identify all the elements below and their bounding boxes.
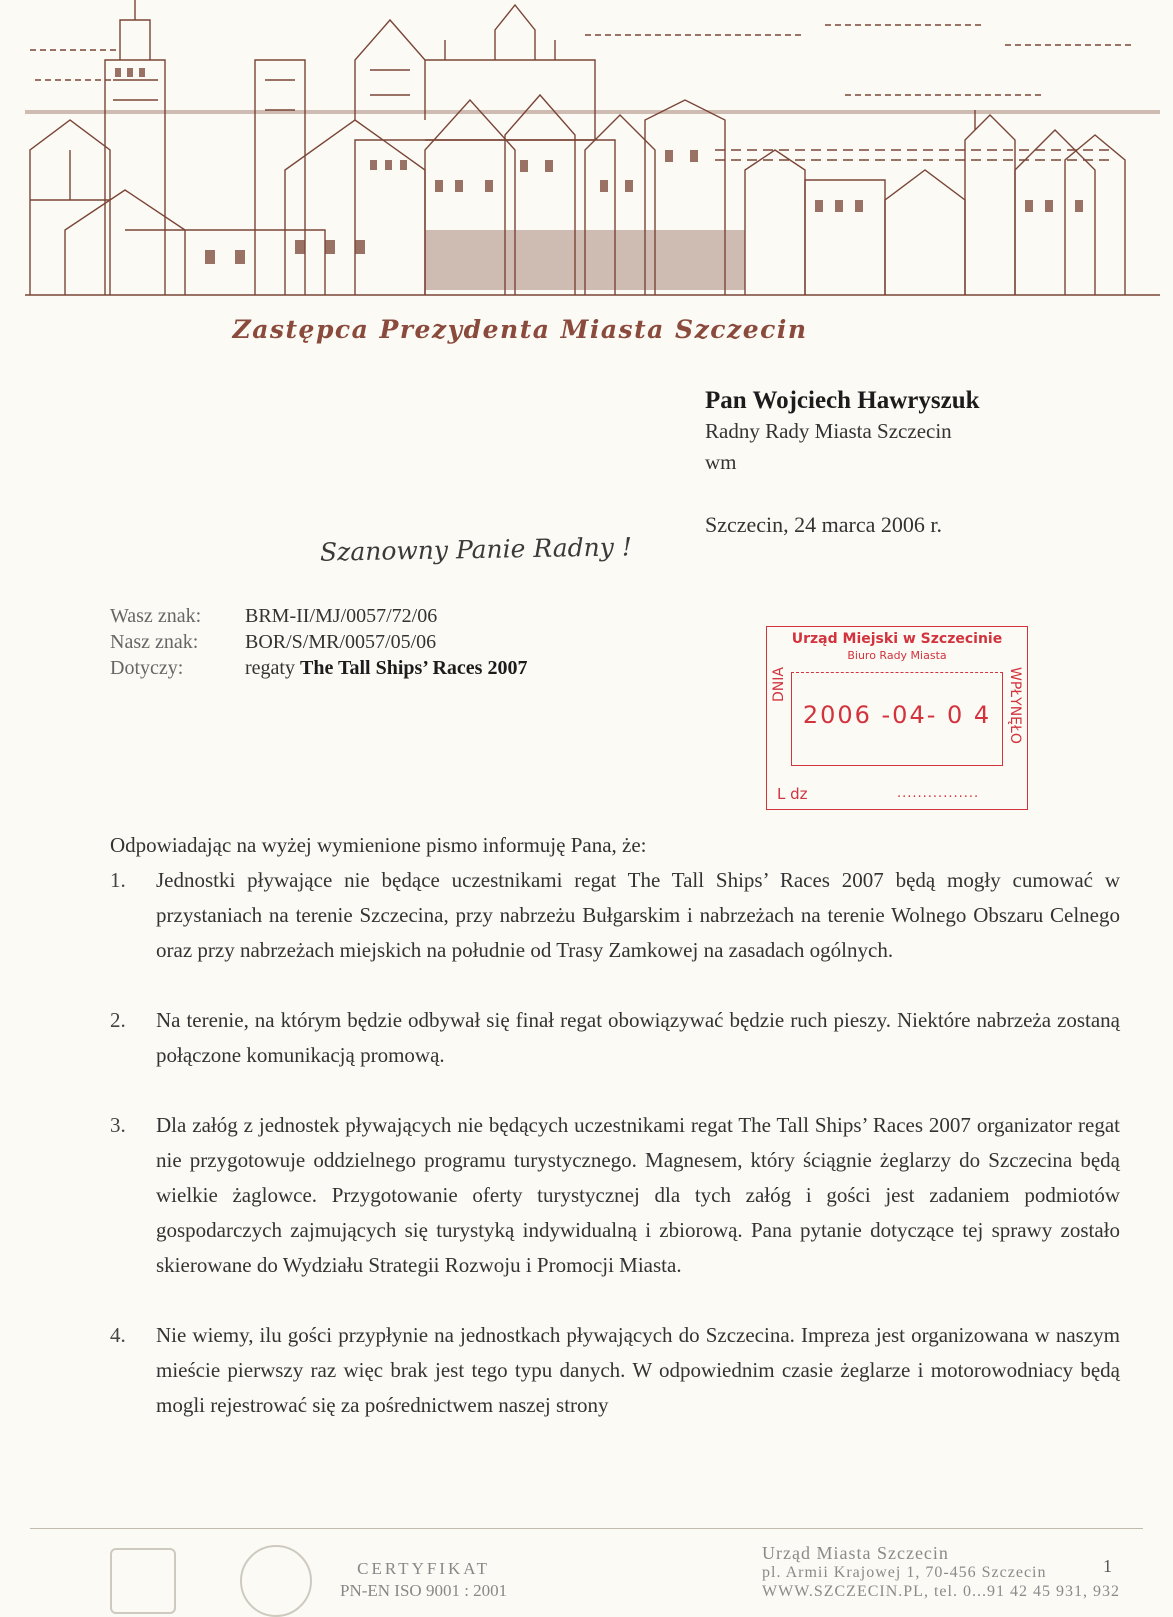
letter-body: [110, 828, 1120, 1423]
reference-value: BRM-II/MJ/0057/72/06: [245, 605, 438, 627]
reference-label: Dotyczy:: [110, 657, 184, 679]
iqnet-seal-icon: [240, 1545, 312, 1617]
city-skyline-illustration: [25, 0, 1160, 310]
reference-label: Nasz znak:: [110, 631, 199, 653]
stamp-department: Biuro Rady Miasta: [847, 649, 947, 662]
list-item-number: 4.: [110, 1323, 126, 1347]
stamp-date-box: [791, 672, 1003, 766]
reference-value: regaty The Tall Ships’ Races 2007: [245, 657, 528, 679]
list-item-number: 1.: [110, 868, 126, 892]
pcbc-logo-icon: [110, 1548, 176, 1614]
reference-row: [110, 655, 527, 681]
footer-divider: [30, 1528, 1143, 1529]
office-contact: WWW.SZCZECIN.PL, tel. 0...91 42 45 931, 932: [762, 1583, 1120, 1600]
list-item-number: 2.: [110, 1008, 126, 1032]
handwritten-salutation: Szanowny Panie Radny !: [319, 532, 633, 567]
reference-label: Wasz znak:: [110, 605, 202, 627]
stamp-office: Urząd Miejski w Szczecinie: [791, 631, 1003, 647]
office-address: pl. Armii Krajowej 1, 70-456 Szczecin: [762, 1564, 1047, 1581]
letter-intro: Odpowiadając na wyżej wymienione pismo informuję Pana, że:: [110, 833, 647, 857]
received-stamp: [766, 626, 1028, 810]
list-item: [110, 863, 1120, 968]
list-item: [110, 1003, 1120, 1073]
office-address-block: [762, 1544, 1120, 1601]
reference-block: [110, 603, 527, 681]
office-name: Urząd Miasta Szczecin: [762, 1543, 949, 1563]
recipient-abbrev: wm: [705, 450, 737, 474]
reference-row: [110, 603, 527, 629]
list-item-text: Na terenie, na którym będzie odbywał się finał regat obowiązywać będzie ruch pieszy. Niektóre nabrzeża zostaną połączone komunikacją promową.: [156, 1008, 1120, 1067]
certificate-standard: PN-EN ISO 9001 : 2001: [340, 1581, 508, 1600]
list-item-text: Dla załóg z jednostek pływających nie będących uczestnikami regat The Tall Ships’ Races 2007 organizator regat nie przygotowuje oddzielnego programu turystycznego. Magnesem, który ściągnie żeglarzy do Szczecina będą wielkie żaglowce. Przygotowanie oferty turystycznej dla tych załóg i gości jest zadaniem podmiotów gospodarczych zajmujących się turystyką indywidualną i zbiorową. Pana pytanie dotyczące tej sprawy zostało skierowane do Wydziału Strategii Rozwoju i Promocji Miasta.: [156, 1113, 1120, 1277]
list-item-text: Jednostki pływające nie będące uczestnikami regat The Tall Ships’ Races 2007 będą mogły cumować w przystaniach na terenie Szczecina, przy nabrzeżu Bułgarskim i nabrzeżach na terenie Wolnego Obszaru Celnego oraz przy nabrzeżach miejskich na południe od Trasy Zamkowej na zasadach ogólnych.: [156, 868, 1120, 962]
reference-row: [110, 629, 527, 655]
letterhead-title: Zastępca Prezydenta Miasta Szczecin: [232, 315, 808, 344]
certificate-title: CERTYFIKAT: [357, 1559, 491, 1578]
stamp-right-label: WPŁYNĘŁO: [1007, 667, 1023, 744]
stamp-left-label: DNIA: [771, 667, 787, 702]
list-item: [110, 1318, 1120, 1423]
page-number: 1: [1103, 1556, 1112, 1576]
stamp-date: 2006 -04- 0 4: [802, 701, 992, 729]
recipient-block: [705, 385, 980, 478]
reference-value: BOR/S/MR/0057/05/06: [245, 631, 437, 653]
list-item-number: 3.: [110, 1113, 126, 1137]
recipient-role: Radny Rady Miasta Szczecin: [705, 419, 952, 443]
stamp-ldz: L dz: [777, 785, 808, 803]
list-item-text: Nie wiemy, ilu gości przypłynie na jednostkach pływających do Szczecina. Impreza jest organizowana w naszym mieście pierwszy raz więc brak jest tego typu danych. W odpowiednim czasie żeglarze i motorowodniacy będą mogli rejestrować się za pośrednictwem naszej strony: [156, 1323, 1120, 1417]
stamp-dots: ................: [897, 786, 980, 801]
certificate-block: [340, 1558, 507, 1602]
list-item: [110, 1108, 1120, 1283]
recipient-name: Pan Wojciech Hawryszuk: [705, 387, 980, 414]
place-date: Szczecin, 24 marca 2006 r.: [705, 512, 943, 537]
